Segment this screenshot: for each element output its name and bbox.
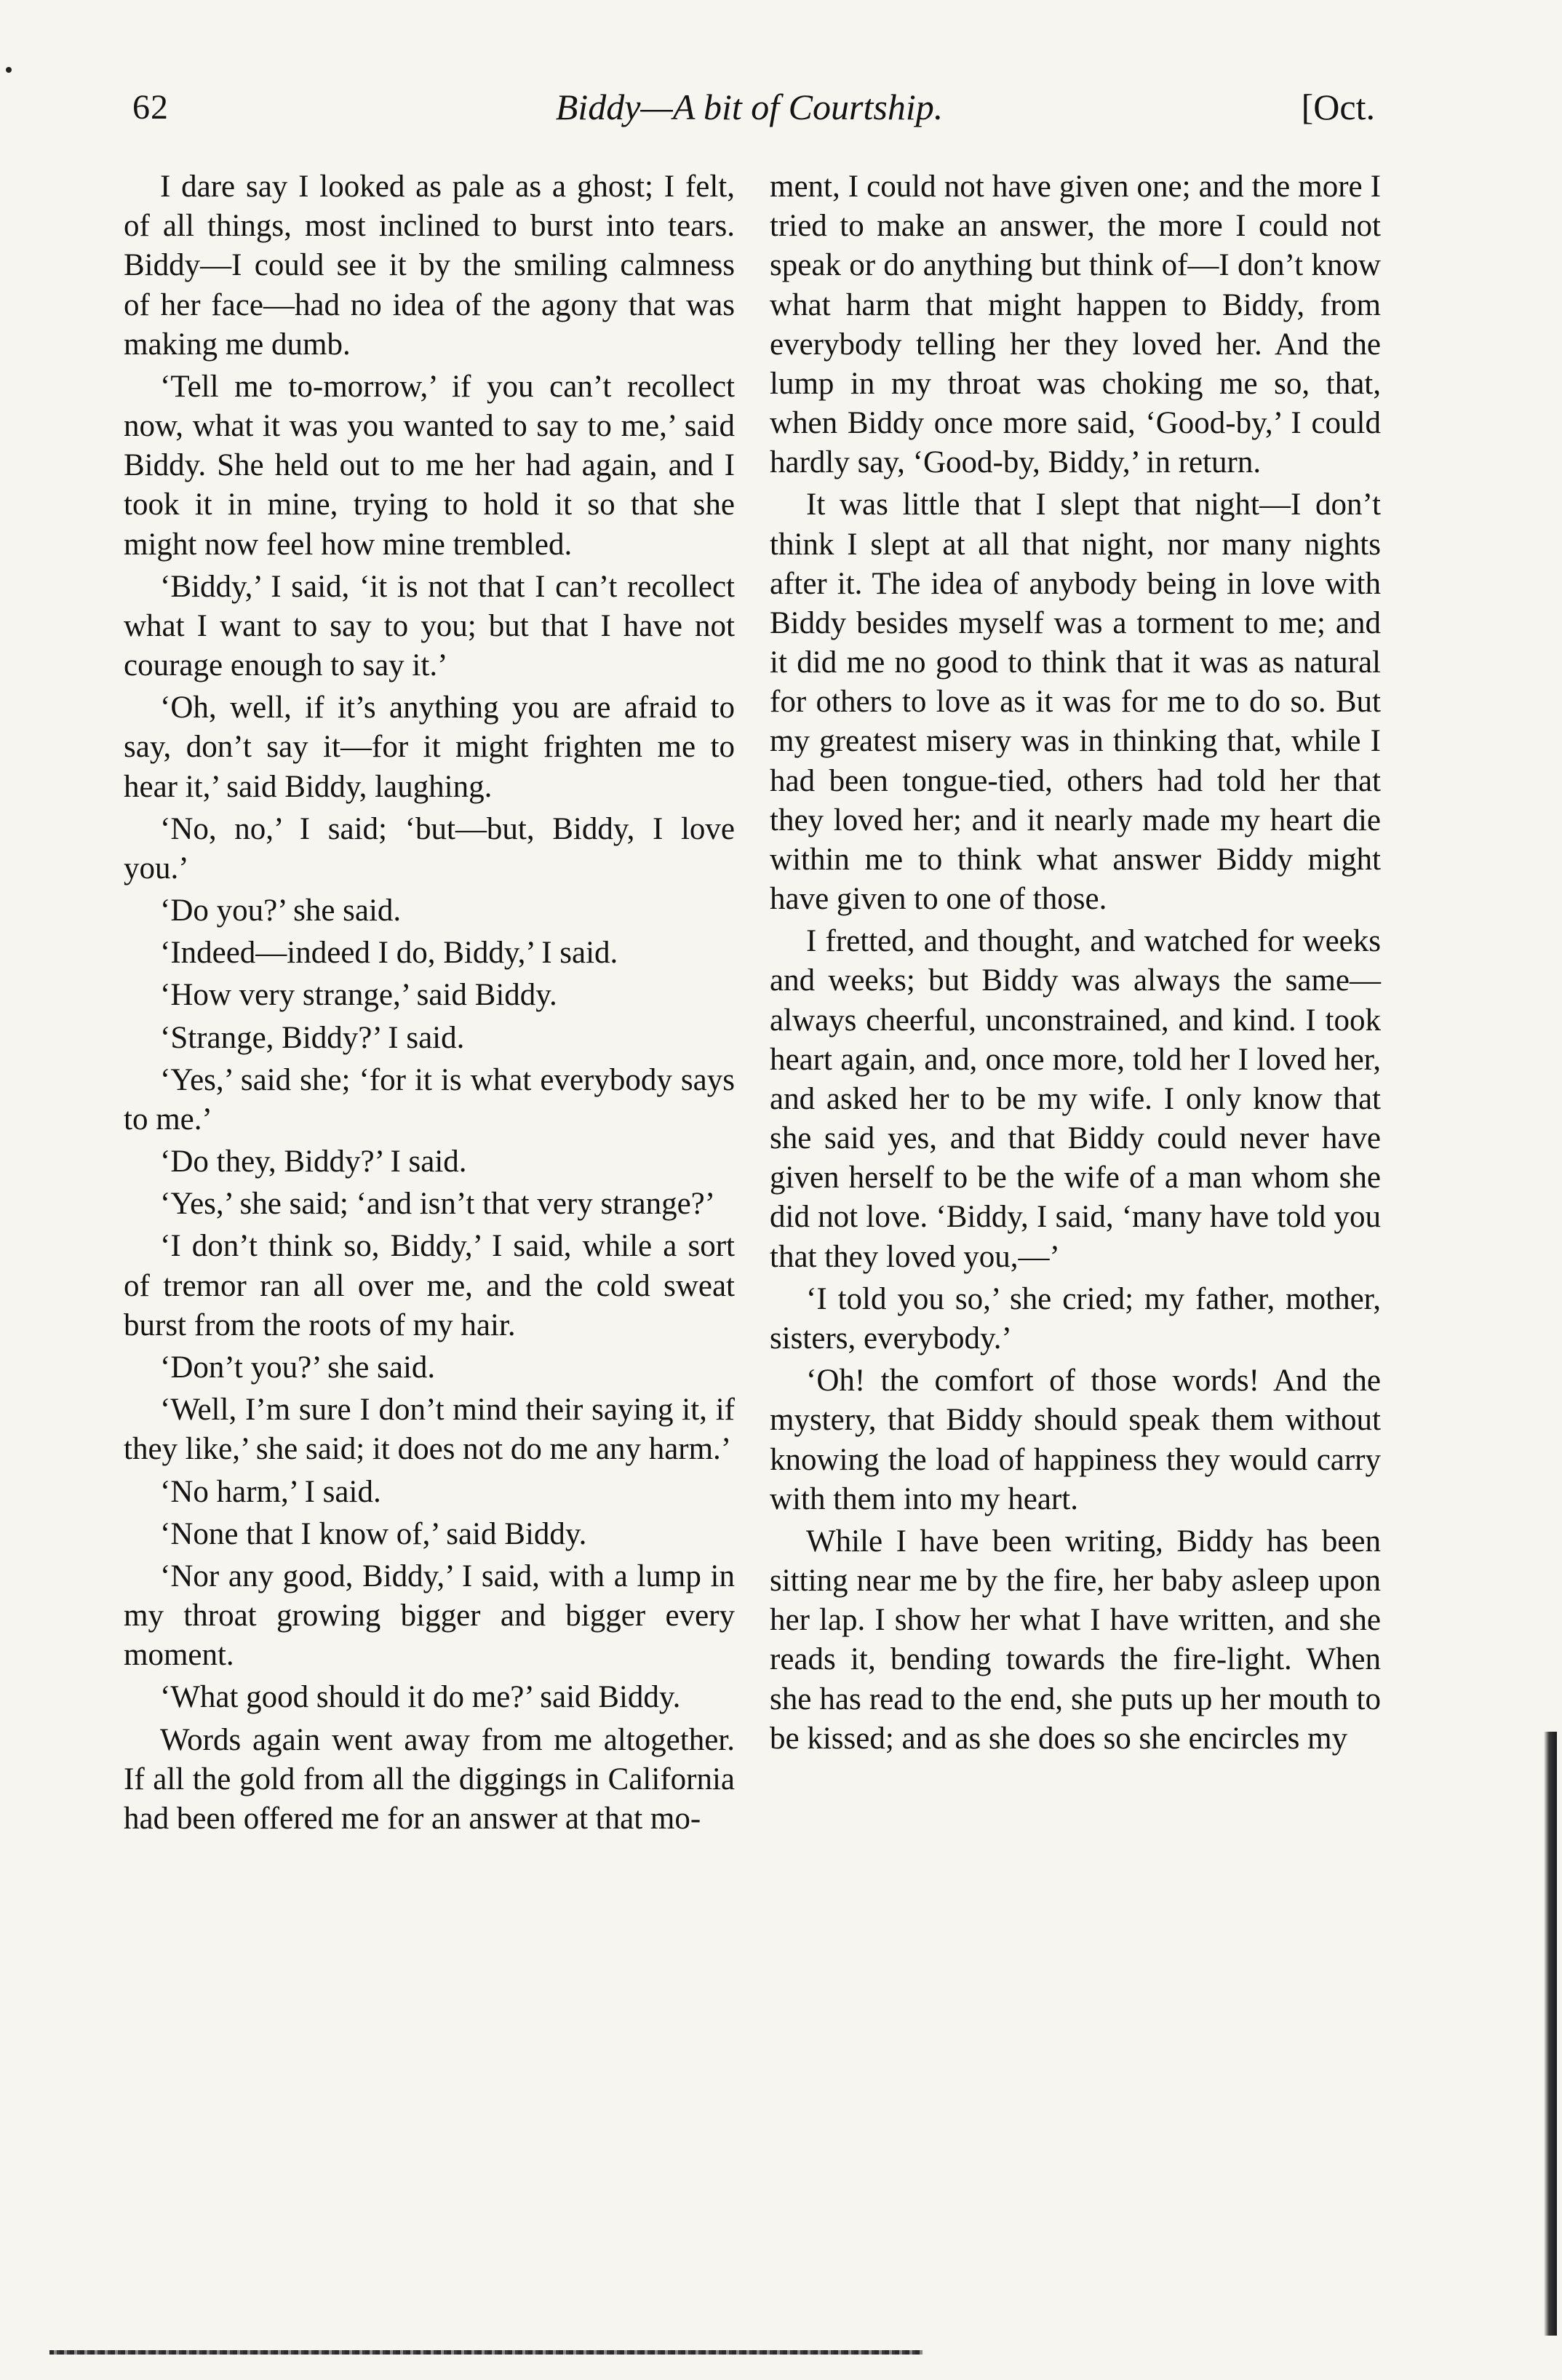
paragraph: ‘No, no,’ I said; ‘but—but, Biddy, I love you.’ [124,811,735,885]
running-header [124,80,1375,146]
paragraph: ‘Strange, Biddy?’ I said. [160,1020,465,1055]
paragraph: ‘Do they, Biddy?’ I said. [160,1145,467,1179]
paragraph: ‘Well, I’m sure I don’t mind their saying it, if they like,’ she said; it does not do me any harm.’ [124,1393,735,1467]
paragraph: While I have been writing, Biddy has been sitting near me by the fire, her baby asleep upon her lap. I show her what I have written, and she reads it, bending towards the fire-light. When she has read to the end, she puts up her mouth to be kissed; and as she does so she encircles my [770,1524,1381,1756]
paragraph: ‘Oh! the comfort of those words! And the mystery, that Biddy should speak them without knowing the load of happiness they would carry with them into my heart. [770,1364,1381,1516]
paragraph: It was little that I slept that night—I don’t think I slept at all that night, nor many nights after it. The idea of anybody being in love with Biddy besides myself was a torment to me; and it did me no good to think that it was as natural for others to love as it was for me to do so. But my greatest misery was in thinking that, while I had been tongue-tied, others had told her that they loved her; and it nearly made my heart die within me to think what answer Biddy might have given to one of those. [770,487,1381,917]
paragraph: ‘I told you so,’ she cried; my father, mother, sisters, everybody.’ [770,1281,1381,1356]
paragraph: ‘How very strange,’ said Biddy. [160,978,557,1013]
paragraph: Words again went away from me altogether. If all the gold from all the diggings in California had been offered me for an answer at that mo- [124,1722,735,1836]
page-number: 62 [132,88,169,127]
paragraph: ‘None that I know of,’ said Biddy. [160,1516,587,1551]
paragraph: ‘Don’t you?’ she said. [160,1350,436,1385]
paragraph: ‘Do you?’ she said. [160,894,402,928]
footer-rule [49,2350,923,2355]
paragraph: ‘Biddy,’ I said, ‘it is not that I can’t recollect what I want to say to you; but that I have not courage enough to say it.’ [124,569,735,683]
issue-month: [Oct. [1301,87,1375,127]
paragraph: I dare say I looked as pale as a ghost; I felt, of all things, most inclined to burst into tears. Biddy—I could see it by the smiling calmness of her face—had no idea of the agony that was making me dumb. [124,170,735,362]
paragraph: ‘No harm,’ I said. [160,1474,381,1509]
paragraph: ‘Yes,’ said she; ‘for it is what everybody says to me.’ [124,1062,735,1137]
paragraph: ‘Yes,’ she said; ‘and isn’t that very strange?’ [160,1187,716,1222]
running-title: Biddy—A bit of Courtship. [555,87,944,127]
right-column [770,167,1381,1762]
paragraph: I fretted, and thought, and watched for weeks and weeks; but Biddy was always the same—always cheerful, unconstrained, and kind. I took heart again, and, once more, told her I loved her, and asked her to be my wife. I only know that she said yes, and that Biddy could never have given herself to be the wife of a man whom she did not love. ‘Biddy, I said, ‘many have told you that they loved you,—’ [770,924,1381,1274]
paragraph: ‘I don’t think so, Biddy,’ I said, while a sort of tremor ran all over me, and the cold sweat burst from the roots of my hair. [124,1229,735,1342]
paragraph: ‘Tell me to-morrow,’ if you can’t recollect now, what it was you wanted to say to me,’ said Biddy. She held out to me her had again, and I took it in mine, trying to hold it so that she might now feel how mine trembled. [124,369,735,562]
corner-dot [6,67,12,73]
paragraph: ‘Nor any good, Biddy,’ I said, with a lump in my throat growing bigger and bigger every moment. [124,1559,735,1673]
left-column [124,167,735,1842]
continued-paragraph: ment, I could not have given one; and the more I tried to make an answer, the more I could not speak or do anything but think of—I don’t know what harm that might happen to Biddy, from everybody telling her they loved her. And the lump in my throat was choking me so, that, when Biddy once more said, ‘Good-by,’ I could hardly say, ‘Good-by, Biddy,’ in return. [770,170,1381,480]
page-edge-stain [1544,1732,1557,2336]
paragraph: ‘Oh, well, if it’s anything you are afraid to say, don’t say it—for it might frighten me to hear it,’ said Biddy, laughing. [124,690,735,804]
paragraph: ‘What good should it do me?’ said Biddy. [160,1680,681,1715]
paragraph: ‘Indeed—indeed I do, Biddy,’ I said. [160,936,618,971]
